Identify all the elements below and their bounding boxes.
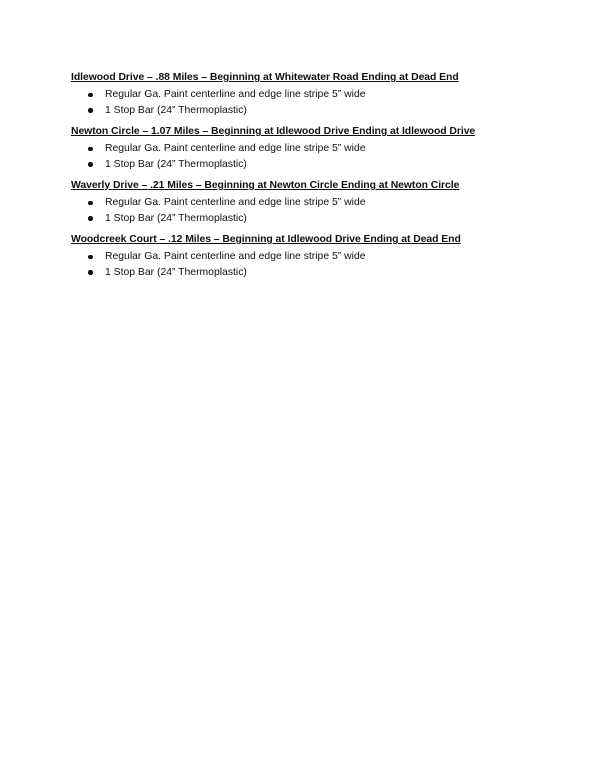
list-item-text: 1 Stop Bar (24” Thermoplastic) bbox=[105, 266, 247, 278]
list-item bbox=[71, 103, 551, 119]
list-item-text: 1 Stop Bar (24” Thermoplastic) bbox=[105, 158, 247, 170]
bullet-icon bbox=[88, 162, 93, 167]
list-item bbox=[71, 195, 551, 211]
bullet-icon bbox=[88, 270, 93, 275]
section-heading: Woodcreek Court – .12 Miles – Beginning at Idlewood Drive Ending at Dead End bbox=[71, 234, 461, 245]
list-item bbox=[71, 157, 551, 173]
document-content bbox=[71, 71, 551, 287]
bullet-list bbox=[71, 87, 551, 118]
list-item-text: 1 Stop Bar (24” Thermoplastic) bbox=[105, 104, 247, 116]
section-heading: Idlewood Drive – .88 Miles – Beginning at Whitewater Road Ending at Dead End bbox=[71, 72, 459, 83]
bullet-icon bbox=[88, 108, 93, 113]
bullet-list bbox=[71, 195, 551, 226]
bullet-icon bbox=[88, 93, 93, 98]
bullet-list bbox=[71, 249, 551, 280]
list-item bbox=[71, 141, 551, 157]
list-item-text: Regular Ga. Paint centerline and edge line stripe 5” wide bbox=[105, 143, 366, 154]
list-item bbox=[71, 87, 551, 103]
list-item-text: Regular Ga. Paint centerline and edge line stripe 5” wide bbox=[105, 251, 366, 262]
road-section-newton-circle bbox=[71, 125, 551, 172]
bullet-list bbox=[71, 141, 551, 172]
bullet-icon bbox=[88, 216, 93, 221]
section-heading: Newton Circle – 1.07 Miles – Beginning at Idlewood Drive Ending at Idlewood Drive bbox=[71, 126, 476, 137]
list-item bbox=[71, 211, 551, 227]
bullet-icon bbox=[88, 147, 93, 152]
list-item bbox=[71, 265, 551, 281]
road-section-waverly-drive bbox=[71, 179, 551, 226]
bullet-icon bbox=[88, 255, 93, 260]
list-item-text: Regular Ga. Paint centerline and edge line stripe 5” wide bbox=[105, 89, 366, 100]
list-item bbox=[71, 249, 551, 265]
road-section-woodcreek-court bbox=[71, 233, 551, 280]
bullet-icon bbox=[88, 201, 93, 206]
road-section-idlewood-drive bbox=[71, 71, 551, 118]
list-item-text: Regular Ga. Paint centerline and edge line stripe 5” wide bbox=[105, 197, 366, 208]
list-item-text: 1 Stop Bar (24” Thermoplastic) bbox=[105, 212, 247, 224]
section-heading: Waverly Drive – .21 Miles – Beginning at Newton Circle Ending at Newton Circle bbox=[71, 180, 460, 191]
